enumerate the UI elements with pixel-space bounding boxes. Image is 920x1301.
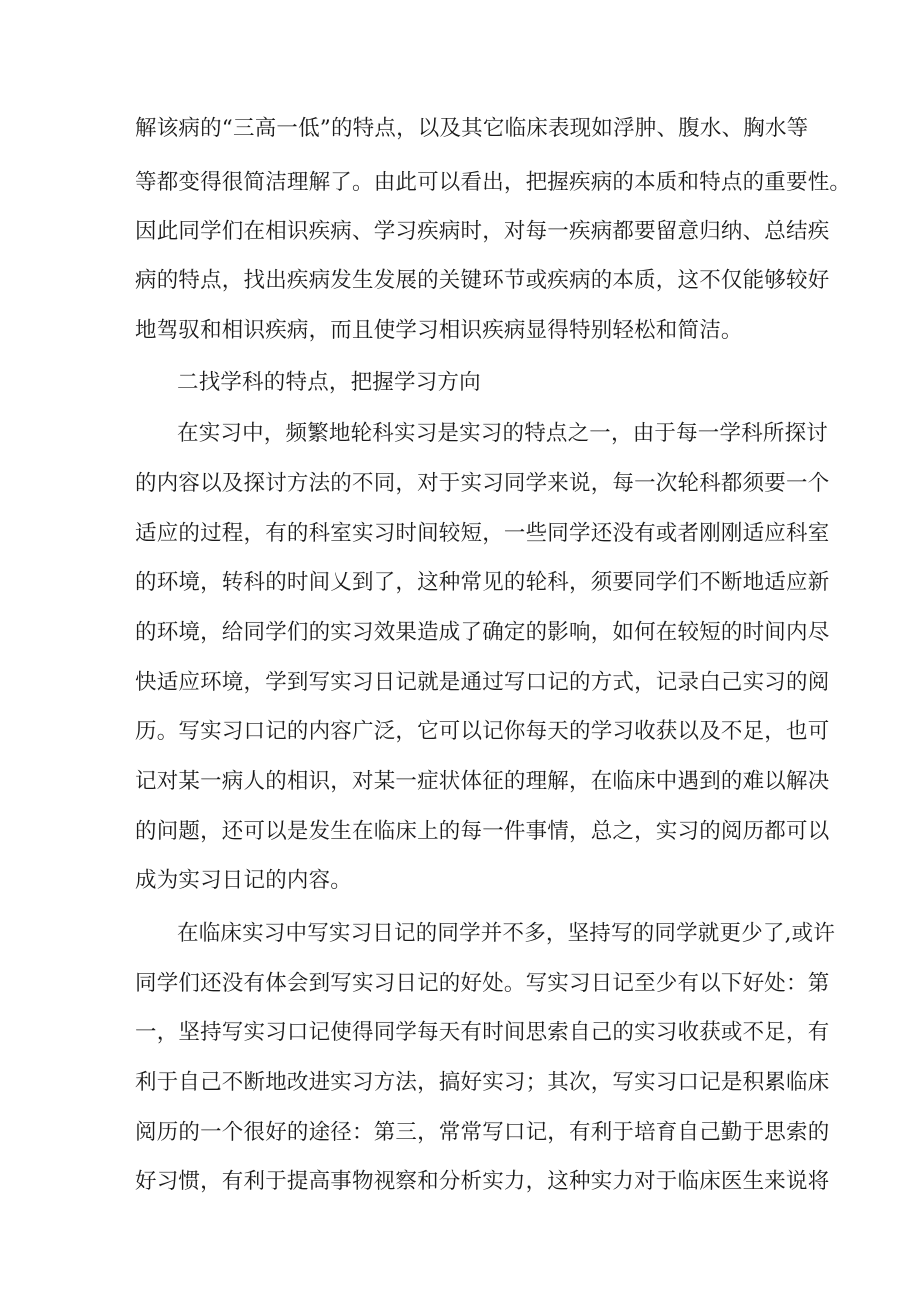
text-line: 等都变得很简洁理解了。由此可以看出，把握疾病的本质和特点的重要性。 bbox=[135, 170, 852, 195]
text-line: 成为实习日记的内容。 bbox=[135, 868, 353, 893]
text-line: 记对某一病人的相识，对某一症状体征的理解，在临床中遇到的难以解决 bbox=[135, 769, 830, 794]
text-line: 解该病的“三高一低”的特点，以及其它临床表现如浮肿、腹水、胸水等 bbox=[135, 116, 809, 141]
text-line: 的内容以及探讨方法的不同，对于实习同学来说，每一次轮科都须要一个 bbox=[135, 471, 830, 496]
text-line: 在实习中，频繁地轮科实习是实习的特点之一，由于每一学科所探讨 bbox=[177, 421, 829, 446]
text-line: 适应的过程，有的科室实习时间较短，一些同学还没有或者刚刚适应科室 bbox=[135, 521, 830, 546]
text-line: 地驾驭和相识疾病，而且使学习相识疾病显得特别轻松和简洁。 bbox=[135, 318, 743, 343]
text-line: 一，坚持写实习口记使得同学每天有时间思索自己的实习收获或不足，有 bbox=[135, 1020, 830, 1045]
text-line: 的问题，还可以是发生在临床上的每一件事情，总之，实习的阅历都可以 bbox=[135, 819, 830, 844]
text-line: 快适应环境，学到写实习日记就是通过写口记的方式，记录白己实习的阅 bbox=[135, 670, 830, 695]
text-line: 的环境，给同学们的实习效果造成了确定的影响，如何在较短的时间内尽 bbox=[135, 620, 830, 645]
text-line: 的环境，转科的时间乂到了，这种常见的轮科，须要同学们不断地适应新 bbox=[135, 570, 830, 595]
text-line: 同学们还没有体会到写实习日记的好处。写实习日记至少有以下好处：第 bbox=[135, 971, 830, 996]
text-line: 历。写实习口记的内容广泛，它可以记你每天的学习收获以及不足，也可 bbox=[135, 719, 830, 744]
text-line: 病的特点，找出疾病发生发展的关键环节或疾病的本质，这不仅能够较好 bbox=[135, 268, 830, 293]
text-line: 因此同学们在相识疾病、学习疾病时，对每一疾病都要留意归纳、总结疾 bbox=[135, 219, 830, 244]
text-line: 好习惯，有利于提高事物视察和分析实力，这种实力对于临床医生来说将 bbox=[135, 1169, 830, 1194]
text-line: 阅历的一个很好的途径：第三，常常写口记，有利于培育自己勤于思索的 bbox=[135, 1120, 830, 1145]
text-line: 利于自己不断地改进实习方法，搞好实习；其次，写实习口记是积累临床 bbox=[135, 1070, 830, 1095]
section-heading: 二找学科的特点，把握学习方向 bbox=[177, 370, 481, 395]
text-line: 在临床实习中写实习日记的同学并不多，坚持写的同学就更少了,或许 bbox=[177, 921, 836, 946]
